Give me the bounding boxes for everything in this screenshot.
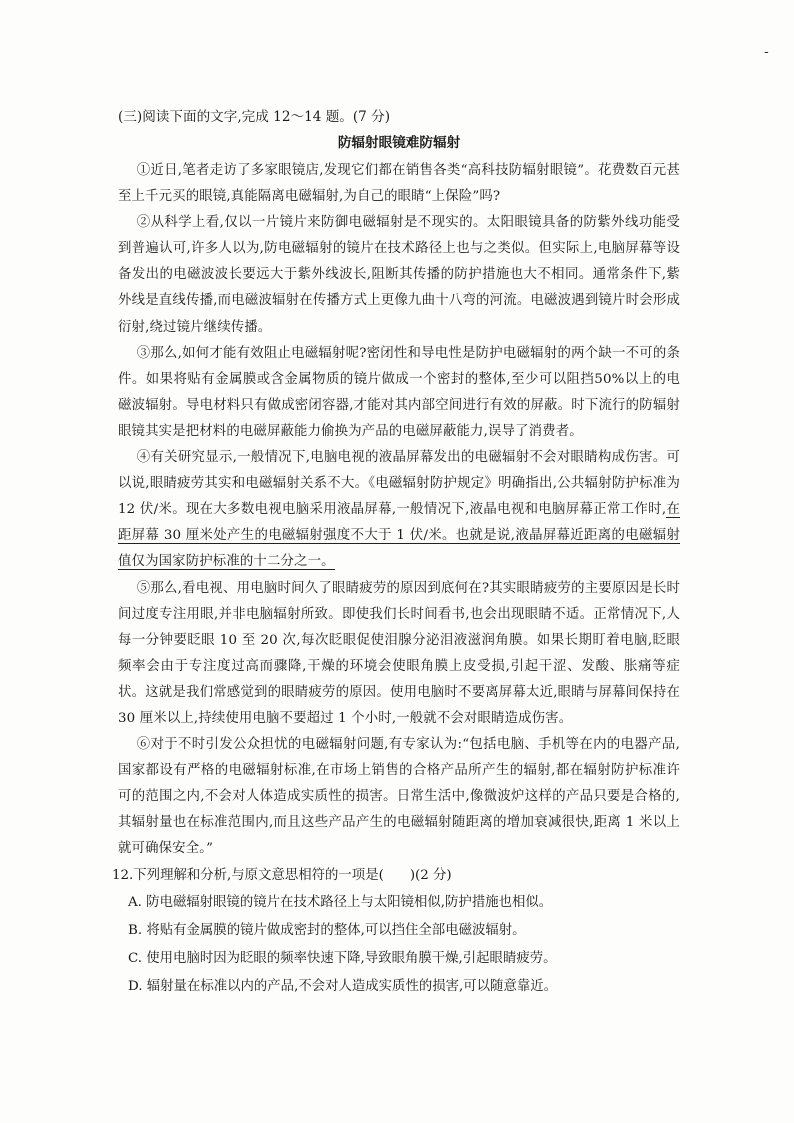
reading-section [112,106,680,1001]
paragraph-1: ①近日,笔者走访了多家眼镜店,发现它们都在销售各类“高科技防辐射眼镜”。花费数百元甚至上千元买的眼镜,真能隔离电磁辐射,为自己的眼睛“上保险”吗? [118,163,680,205]
question-12 [112,863,680,889]
option-b: B. 将贴有金属膜的镜片做成密封的整体,可以挡住全部电磁波辐射。 [128,922,526,938]
option-a: A. 防电磁辐射眼镜的镜片在技术路径上与太阳镜相似,防护措施也相似。 [128,894,553,910]
paragraph-2: ②从科学上看,仅以一片镜片来防御电磁辐射是不现实的。太阳眼镜具备的防紫外线功能受到普遍认可,许多人以为,防电磁辐射的镜片在技术路径上也与之类似。但实际上,电脑屏幕等设备发出的电磁波波长要远大于紫外线波长,阻断其传播的防护措施也大不相同。通常条件下,紫外线是直线传播,而电磁波辐射在传播方式上更像九曲十八弯的河流。电磁波遇到镜片时会形成衍射,绕过镜片继续传播。 [118,215,680,335]
underlined-sentence: 在距屏幕 30 厘米处产生的电磁辐射强度不大于 1 伏/米。也就是说,液晶屏幕近距离的电磁辐射值仅为国家防护标准的十二分之一。 [118,502,680,570]
section-heading: (三)阅读下面的文字,完成 12～14 题。(7 分) [118,109,391,125]
paragraph-3: ③那么,如何才能有效阻止电磁辐射呢?密闭性和导电性是防护电磁辐射的两个缺一不可的条件。如果将贴有金属膜或含金属物质的镜片做成一个密封的整体,至少可以阻挡50%以上的电磁波辐射。导电材料只有做成密闭容器,才能对其内部空间进行有效的屏蔽。时下流行的防辐射眼镜其实是把材料的电磁屏蔽能力偷换为产品的电磁屏蔽能力,误导了消费者。 [118,345,680,439]
question-stem: 12.下列理解和分析,与原文意思相符的一项是( [112,867,384,883]
question-score: )(2 分) [409,867,452,883]
paragraph-4-text: ④有关研究显示,一般情况下,电脑电视的液晶屏幕发出的电磁辐射不会对眼睛构成伤害。可以说,眼睛疲劳其实和电磁辐射关系不大。《电磁辐射防护规定》明确指出,公共辐射防护标准为 12 伏/米。现在大多数电视电脑采用液晶屏幕,一般情况下,液晶电视和电脑屏幕正常工作时, [118,450,680,518]
paragraph-4 [118,445,680,575]
option-d: D. 辐射量在标准以内的产品,不会对人造成实质性的损害,可以随意靠近。 [128,978,558,994]
paragraph-6: ⑥对于不时引发公众担忧的电磁辐射问题,有专家认为:“包括电脑、手机等在内的电器产品,国家都设有严格的电磁辐射标准,在市场上销售的合格产品所产生的辐射,都在辐射防护标准许可的范围之内,不会对人体造成实质性的损害。日常生活中,像微波炉这样的产品只要是合格的,其辐射量也在标准范围内,而且这些产品产生的电磁辐射随距离的增加衰减很快,距离 1 米以上就可确保安全。” [118,737,680,857]
option-c: C. 使用电脑时因为眨眼的频率快速下降,导致眼角膜干燥,引起眼睛疲劳。 [128,950,557,966]
article-title: 防辐射眼镜难防辐射 [337,135,461,151]
paragraph-5: ⑤那么,看电视、用电脑时间久了眼睛疲劳的原因到底何在?其实眼睛疲劳的主要原因是长时间过度专注用眼,并非电脑辐射所致。即使我们长时间看书,也会出现眼睛不适。正常情况下,人每一分钟要眨眼 10 至 20 次,每次眨眼促使泪腺分泌泪液滋润角膜。如果长期盯着电脑,眨眼频率会由于专注度过高而骤降,干燥的环境会使眼角膜上皮受损,引起干涩、发酸、胀痛等症状。这就是我们常感觉到的眼睛疲劳的原因。使用电脑时不要离屏幕太近,眼睛与屏幕间保持在 30 厘米以上,持续使用电脑不要超过 1 个小时,一般就不会对眼睛造成伤害。 [118,580,680,726]
corner-mark: - [764,44,769,60]
